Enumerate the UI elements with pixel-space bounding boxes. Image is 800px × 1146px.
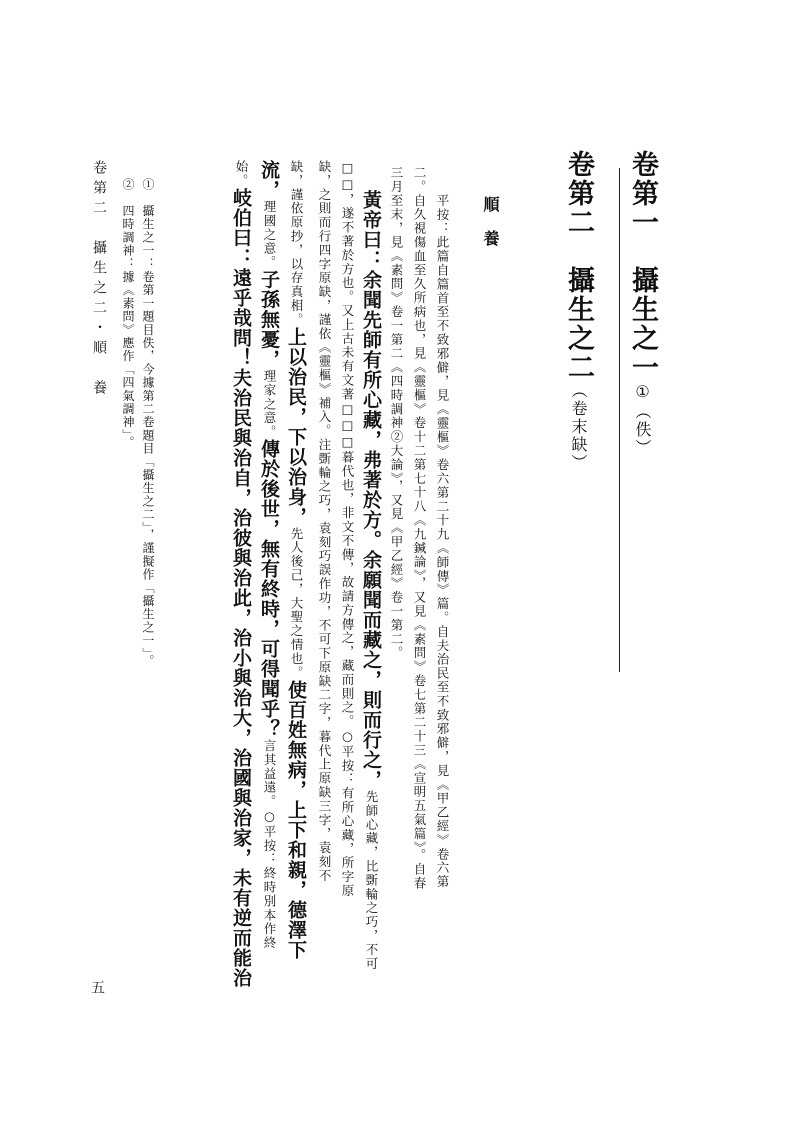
commentary: 理國之意。 [262,200,277,270]
footnote-1: ① 攝生之一：卷第一題目佚，今據第二卷題目「攝生之二」，謹擬作「攝生之一」。 [141,178,155,668]
commentary: 先師心藏，比斲輪之巧，不可 [364,790,379,971]
commentary: 言其益遠。○平按：終時別本作終 [262,739,277,950]
volume-1-title-text: 卷第一 攝生之一 [627,150,658,382]
text-column-5: □□，遂不著於方也。又上古未有文著□□□暮代也，非文不傳，故請方傳之，藏而則之。○平按：有所心藏，所字原 [340,160,355,898]
text-column-9 [231,160,250,988]
main-text: 黃帝曰：余聞先師有所心藏，弗著於方。余願聞而藏之，則而行之， [360,190,382,790]
footnote-rule [619,168,620,672]
commentary: 先人後己，大聖之情也。 [289,526,304,680]
page-number: 五 [89,980,105,1000]
main-text: 子孫無憂， [258,269,280,370]
commentary: 缺，謹依原抄，以存真相。 [289,160,304,327]
volume-1-paren: （佚） [633,403,652,457]
commentary: 始。 [234,160,249,188]
commentary: 理家之意。 [262,369,277,439]
main-text: 流， [258,160,280,200]
footnote-2: ② 四時調神：據《素問》應作「四氣調神」。 [121,178,135,450]
volume-1-title [629,150,656,457]
text-column-1: 平按：此篇自篇首至不致邪僻，見《靈樞》卷六第二十九《師傳》篇。自夫治民至不致邪僻，見《甲乙經》卷六第 [435,194,450,889]
text-column-4 [361,190,380,971]
main-text: 岐伯曰：遠乎哉問！夫治民與治自，治彼與治此，治小與治大，治國與治家，未有逆而能治 [230,187,252,988]
text-column-3: 三月至末，見《素問》卷一第二《四時調神②大論》，又見《甲乙經》卷一第二。 [389,166,404,661]
text-column-2: 二。自久視傷血至久所病也，見《靈樞》卷十二第七十八《九鍼論》，又見《素問》卷七第二十三《宣明五氣篇》。自春 [412,166,427,891]
volume-2-paren: （卷末缺） [569,382,588,472]
main-text: 上以治民，下以治身， [285,326,307,527]
main-text: 使百姓無病，上下和親，德澤下 [285,679,307,960]
volume-2-title [565,150,592,472]
footnote-ref-1: ① [633,382,652,403]
running-head: 卷第二 攝生之二・順 養 [91,160,107,400]
section-heading: 順養 [481,196,500,264]
volume-2-title-text: 卷第二 攝生之二 [563,150,594,382]
text-column-6: 缺，之則而行四字原缺，謹依《靈樞》補入。注斲輪之巧，袁刻巧誤作功，不可下原缺二字，暮代上原缺三字，袁刻不 [317,160,332,883]
main-text: 傳於後世，無有終時，可得聞乎？ [258,439,280,739]
text-column-8 [259,160,278,950]
text-column-7 [286,160,305,960]
